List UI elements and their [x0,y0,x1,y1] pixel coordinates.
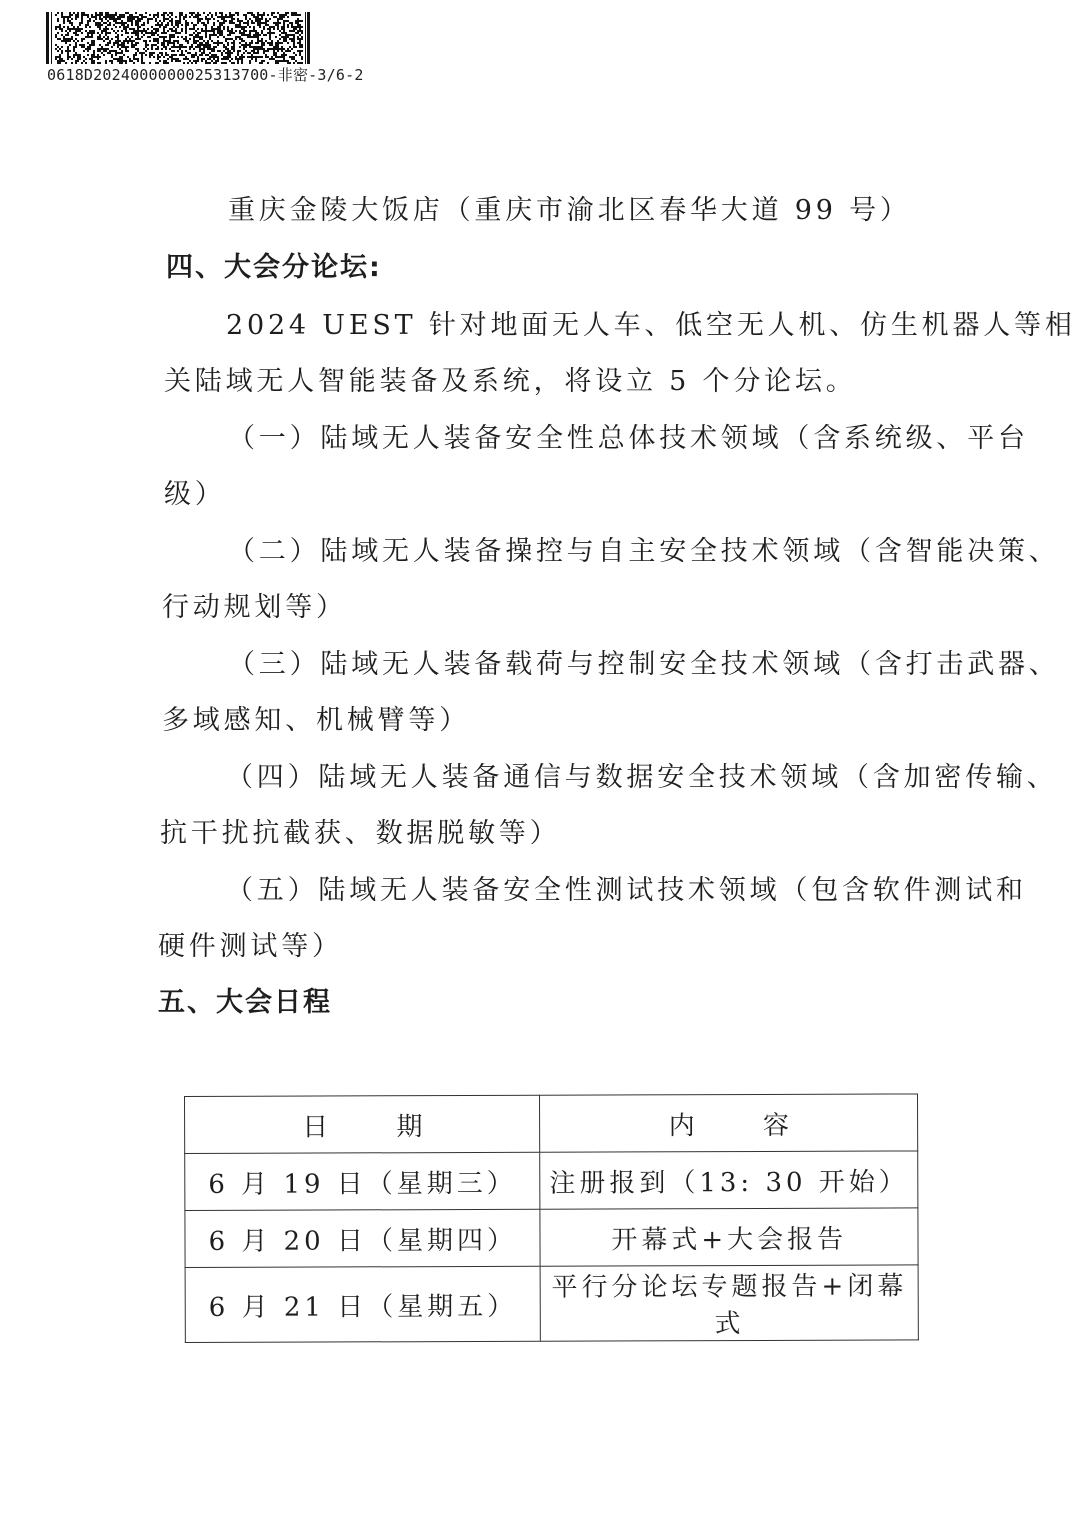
barcode-graphic [46,12,310,64]
table-row [185,1151,918,1211]
row-content: 开幕式+大会报告 [540,1208,918,1266]
header-date: 日 期 [185,1095,541,1153]
forum-3-line1: （三）陆域无人装备载荷与控制安全技术领域（含打击武器、 [228,649,1060,680]
row-date: 6 月 21 日（星期五） [185,1266,541,1342]
section5-heading: 五、大会日程 [158,987,332,1018]
forum-3-line2: 多域感知、机械臂等） [162,705,470,736]
forum-4-line2: 抗干扰抗截获、数据脱敏等） [160,818,561,849]
section4-intro-line2: 关陆域无人智能装备及系统，将设立 5 个分论坛。 [164,366,857,397]
row-date: 6 月 20 日（星期四） [185,1209,541,1267]
schedule-table [184,1093,919,1343]
table-row [185,1208,918,1268]
forum-5-line2: 硬件测试等） [158,931,343,962]
forum-4-line1: （四）陆域无人装备通信与数据安全技术领域（含加密传输、 [226,762,1058,793]
row-date: 6 月 19 日（星期三） [185,1152,541,1210]
table-row [185,1265,918,1343]
document-code: 0618D2024000000025313700-非密-3/6-2 [47,66,364,84]
forum-5-line1: （五）陆域无人装备安全性测试技术领域（包含软件测试和 [226,875,1027,906]
forum-2-line2: 行动规划等） [162,592,347,623]
forum-1-line1: （一）陆域无人装备安全性总体技术领域（含系统级、平台 [228,423,1029,454]
section4-heading: 四、大会分论坛: [166,252,382,283]
header-content: 内 容 [540,1094,918,1152]
forum-1-line2: 级） [164,479,226,510]
row-content: 注册报到（13: 30 开始） [540,1151,918,1209]
row-content: 平行分论坛专题报告+闭幕式 [541,1265,919,1341]
section4-intro-line1: 2024 UEST 针对地面无人车、低空无人机、仿生机器人等相 [226,310,1076,341]
forum-2-line1: （二）陆域无人装备操控与自主安全技术领域（含智能决策、 [228,536,1060,567]
table-header-row [185,1094,918,1154]
venue-line: 重庆金陵大饭店（重庆市渝北区春华大道 99 号） [228,195,911,226]
